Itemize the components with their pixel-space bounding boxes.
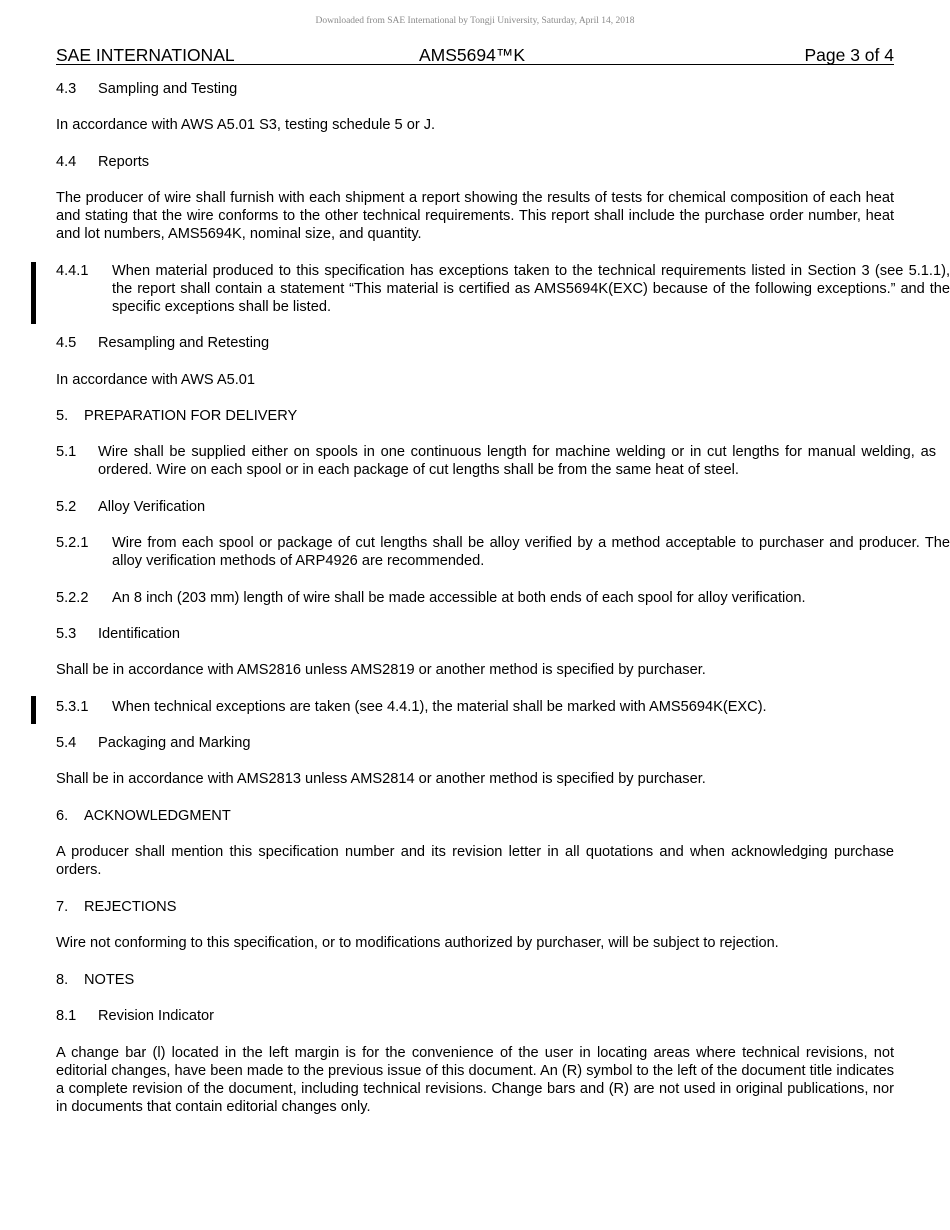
- section-4-3-paragraph: In accordance with AWS A5.01 S3, testing schedule 5 or J.: [56, 117, 436, 133]
- section-5-2-1: [56, 534, 950, 570]
- section-5-3-heading: [56, 625, 936, 643]
- section-5-2-heading: [56, 498, 936, 516]
- change-bar: [31, 696, 36, 724]
- section-number: 5.2.2: [56, 590, 89, 606]
- section-4-4-heading: [56, 153, 936, 171]
- header-publisher: SAE INTERNATIONAL: [56, 45, 235, 65]
- section-number: 5.3: [56, 626, 77, 642]
- section-5-3-paragraph: Shall be in accordance with AMS2816 unless AMS2819 or another method is specified by purchaser.: [56, 662, 706, 678]
- section-6-paragraph: A producer shall mention this specification number and its revision letter in all quotations and when acknowledging purchase orders.: [56, 844, 894, 878]
- section-title: Alloy Verification: [98, 499, 206, 515]
- section-title: Reports: [98, 154, 150, 170]
- section-number: 4.3: [56, 81, 77, 97]
- section-title: Packaging and Marking: [98, 735, 251, 751]
- section-5-1: [56, 443, 936, 479]
- section-title: ACKNOWLEDGMENT: [84, 808, 231, 824]
- section-text: When material produced to this specification has exceptions taken to the technical requirements listed in Section 3 (see 5.1.1), the report shall contain a statement “This material is certified as AMS5694K(EXC) because of the following exceptions.” and the specific exceptions shall be listed.: [112, 263, 950, 315]
- section-title: Sampling and Testing: [98, 81, 238, 97]
- section-text: When technical exceptions are taken (see 4.4.1), the material shall be marked with AMS5694K(EXC).: [112, 699, 767, 715]
- section-title: Identification: [98, 626, 180, 642]
- section-4-4-1: [56, 262, 950, 316]
- section-6-heading: [56, 807, 922, 825]
- section-number: 4.4: [56, 154, 77, 170]
- section-number: 5.: [56, 408, 69, 424]
- section-number: 4.4.1: [56, 263, 89, 279]
- section-5-3-1: [56, 698, 950, 716]
- section-title: PREPARATION FOR DELIVERY: [84, 408, 298, 424]
- section-5-4-paragraph: Shall be in accordance with AMS2813 unless AMS2814 or another method is specified by purchaser.: [56, 771, 706, 787]
- section-text: Wire from each spool or package of cut lengths shall be alloy verified by a method acceptable to purchaser and producer. The alloy verification methods of ARP4926 are recommended.: [112, 535, 950, 569]
- header-page-number: Page 3 of 4: [804, 45, 894, 65]
- section-number: 5.2: [56, 499, 77, 515]
- section-number: 6.: [56, 808, 69, 824]
- section-5-4-heading: [56, 734, 936, 752]
- section-title: REJECTIONS: [84, 899, 177, 915]
- section-8-1-heading: [56, 1007, 936, 1025]
- section-title: Revision Indicator: [98, 1008, 214, 1024]
- section-5-2-2: [56, 589, 950, 607]
- change-bar: [31, 262, 36, 324]
- section-4-5-paragraph: In accordance with AWS A5.01: [56, 372, 256, 388]
- section-number: 8.1: [56, 1008, 77, 1024]
- section-4-5-heading: [56, 334, 936, 352]
- section-4-4-paragraph: The producer of wire shall furnish with each shipment a report showing the results of tests for chemical composition of each heat and stating that the wire conforms to the other technical requirements. This report shall include the purchase order number, heat and lot numbers, AMS5694K, nominal size, and quantity.: [56, 190, 894, 242]
- section-7-paragraph: Wire not conforming to this specification, or to modifications authorized by purchaser, will be subject to rejection.: [56, 935, 779, 951]
- section-number: 4.5: [56, 335, 77, 351]
- section-number: 5.4: [56, 735, 77, 751]
- section-title: NOTES: [84, 972, 135, 988]
- section-4-3-heading: [56, 80, 936, 98]
- section-text: Wire shall be supplied either on spools in one continuous length for machine welding or in cut lengths for manual welding, as ordered. Wire on each spool or in each package of cut lengths shall be from the same heat of steel.: [98, 444, 936, 478]
- section-7-heading: [56, 898, 922, 916]
- download-watermark: Downloaded from SAE International by Tongji University, Saturday, April 14, 2018: [315, 16, 635, 26]
- section-number: 5.1: [56, 444, 77, 460]
- section-8-heading: [56, 971, 922, 989]
- page-header: [56, 44, 894, 65]
- section-number: 5.3.1: [56, 699, 89, 715]
- section-text: An 8 inch (203 mm) length of wire shall be made accessible at both ends of each spool for alloy verification.: [112, 590, 806, 606]
- section-number: 5.2.1: [56, 535, 89, 551]
- section-number: 8.: [56, 972, 69, 988]
- section-5-heading: [56, 407, 922, 425]
- header-document-number: AMS5694™K: [419, 45, 526, 65]
- section-number: 7.: [56, 899, 69, 915]
- section-8-1-paragraph: A change bar (l) located in the left margin is for the convenience of the user in locating areas where technical revisions, not editorial changes, have been made to the previous issue of this document. An (R) symbol to the left of the document title indicates a complete revision of the document, including technical revisions. Change bars and (R) are not used in original publications, nor in documents that contain editorial changes only.: [56, 1045, 894, 1115]
- section-title: Resampling and Retesting: [98, 335, 270, 351]
